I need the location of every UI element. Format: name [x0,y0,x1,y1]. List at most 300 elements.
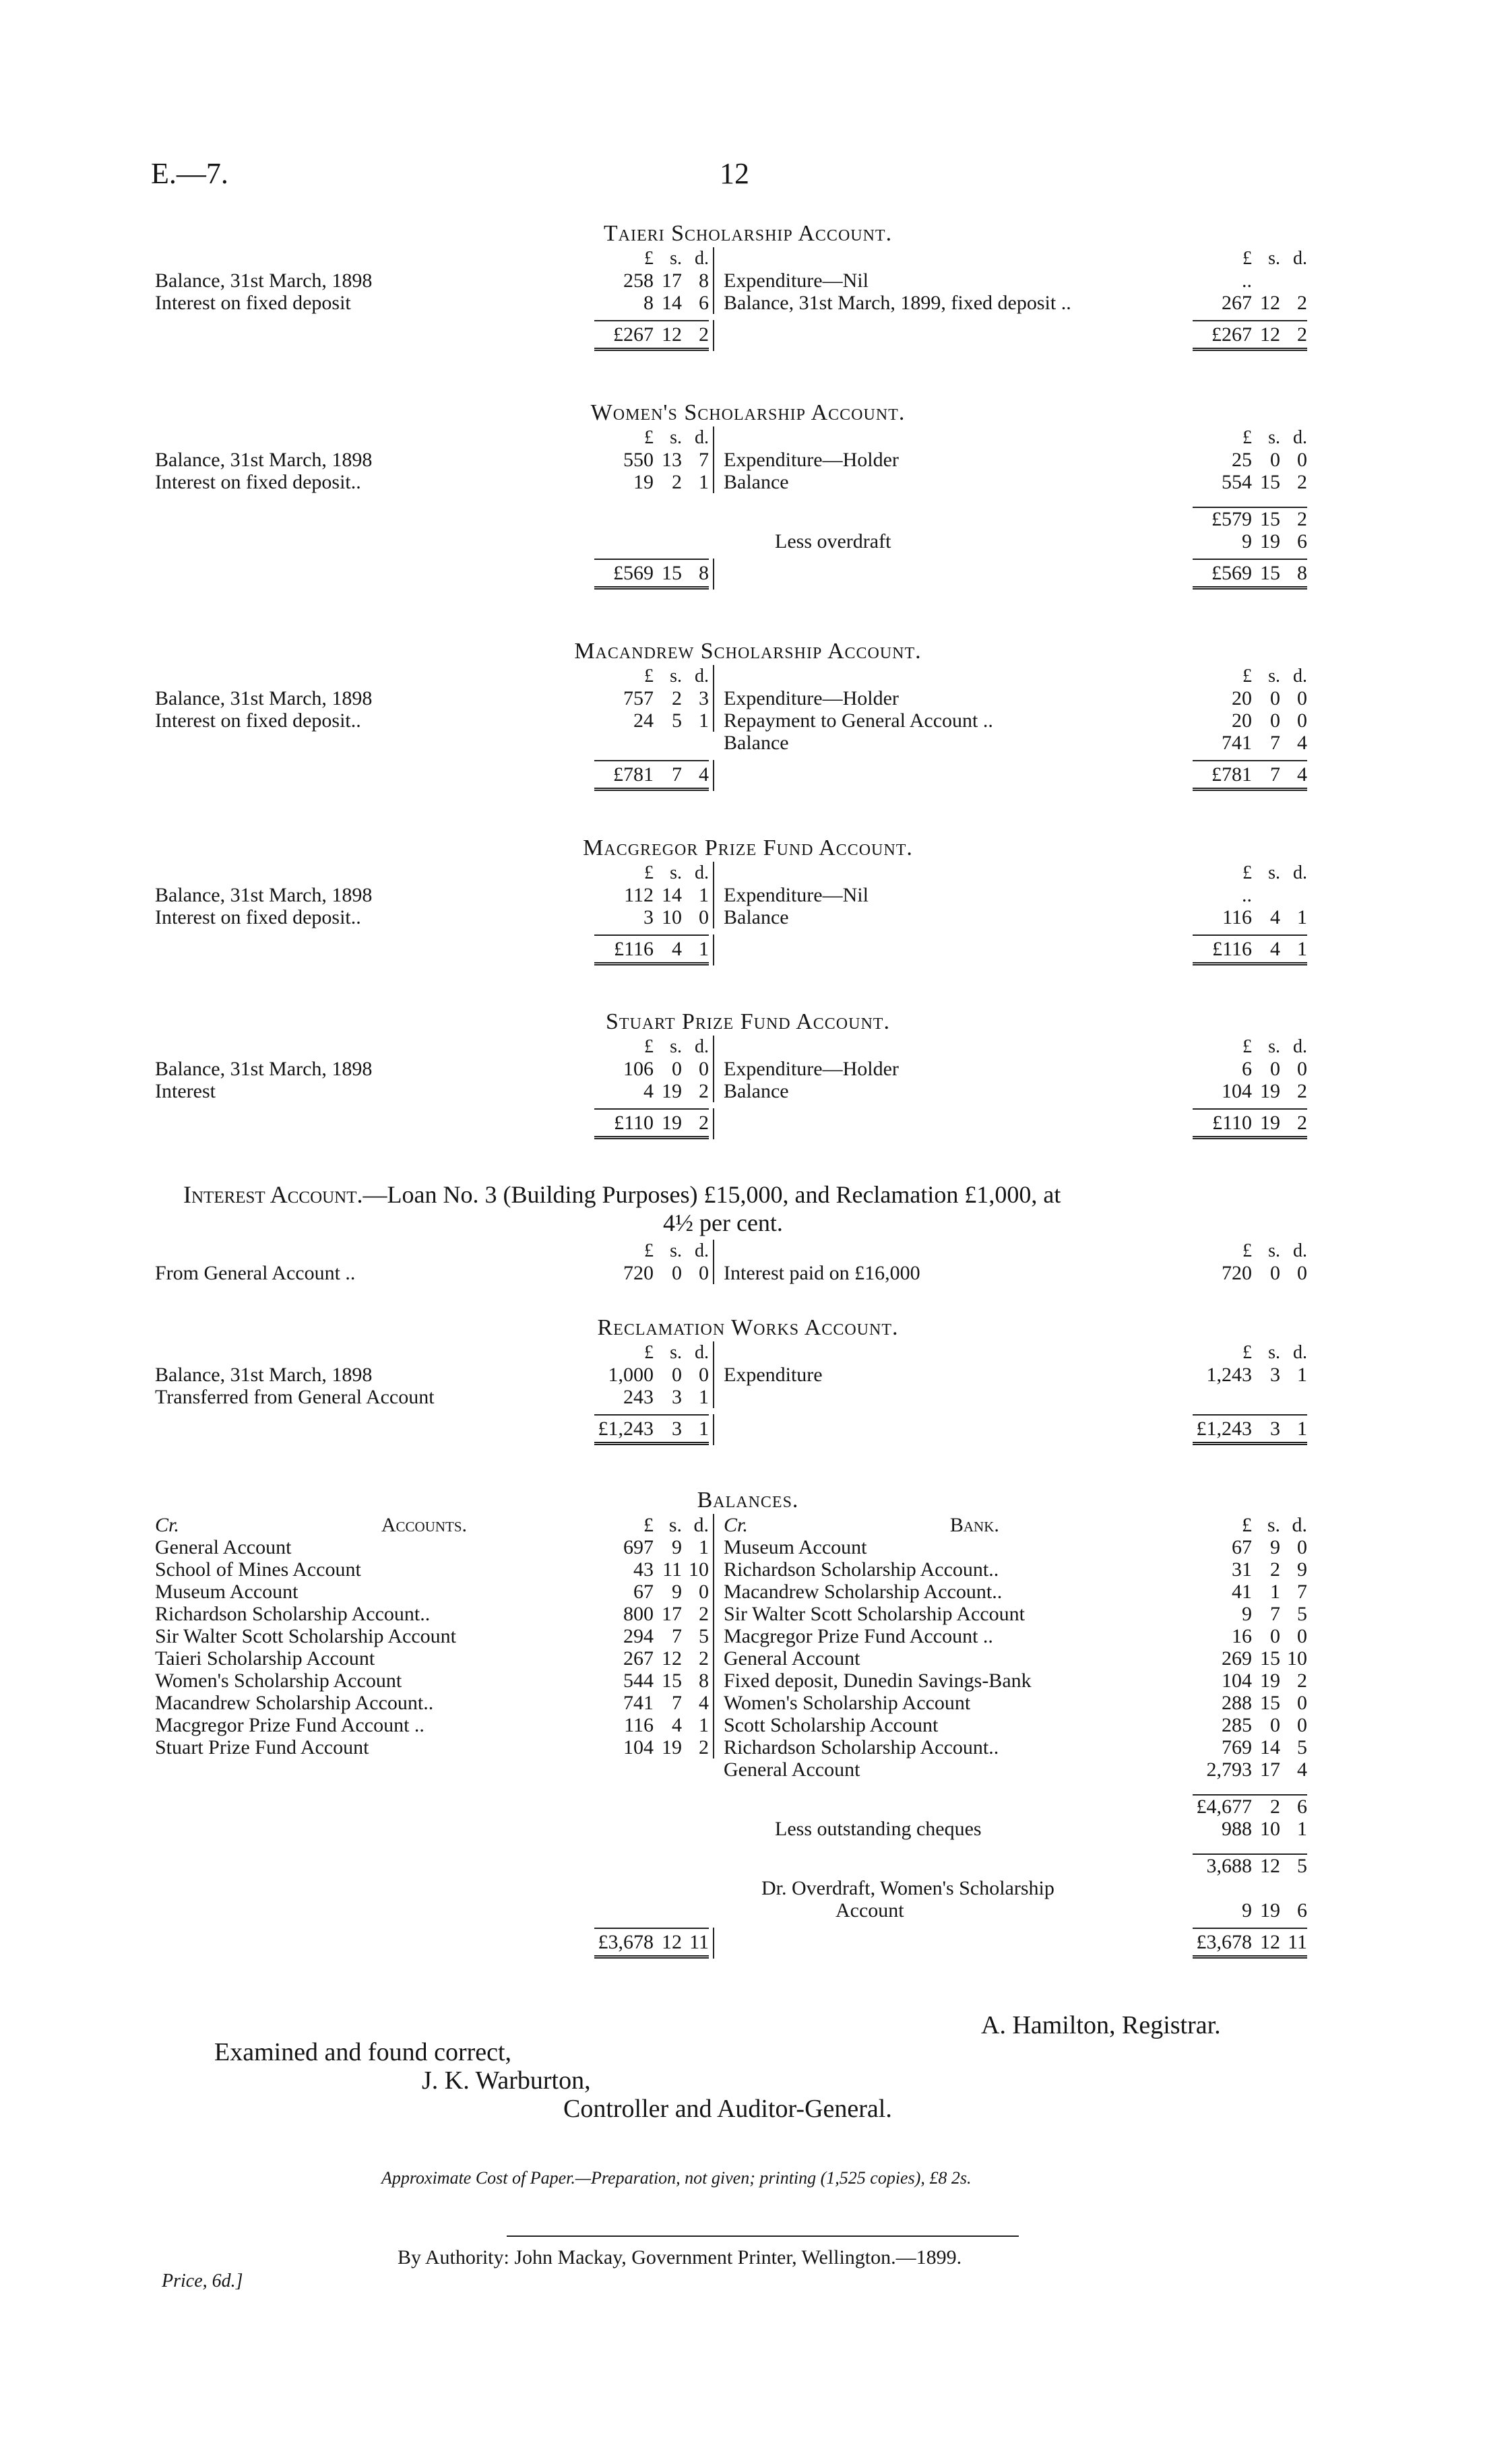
ledger-row [135,884,1361,906]
unit-label-pounds: £ [1242,862,1252,883]
entry-description: General Account [155,1536,292,1558]
entry-pounds: 800 [623,1603,654,1625]
entry-shillings: 4 [1270,938,1280,960]
entry-shillings: 19 [662,1080,682,1102]
currency-units-row [135,247,1361,269]
section-title: Taieri Scholarship Account. [603,221,893,246]
ledger-row [135,906,1361,928]
entry-pence: 1 [1297,1418,1307,1440]
entry-description: Museum Account [155,1581,298,1603]
entry-pounds: £267 [613,323,654,346]
entry-shillings: 3 [1270,1364,1280,1386]
entry-shillings: 12 [1260,1855,1280,1877]
unit-label-pence: d. [1293,1342,1307,1363]
balance-row [135,1714,1361,1736]
entry-pounds: 769 [1222,1736,1252,1758]
unit-label-shillings: s. [670,862,682,883]
entry-pounds: 258 [623,269,654,292]
entry-pence: 9 [1297,1558,1307,1581]
entry-shillings: 10 [662,906,682,928]
entry-pence: 2 [699,1080,709,1102]
entry-shillings: 12 [662,323,682,346]
unit-label-pounds: £ [643,1514,654,1536]
entry-pence: 1 [699,938,709,960]
total-row [135,1931,1361,1959]
entry-description: Expenditure—Nil [724,269,869,292]
ledger-row [135,732,1361,754]
unit-label-pence: d. [1292,1514,1307,1536]
unit-label-shillings: s. [1267,1514,1280,1536]
spacer-row [135,314,1361,329]
balances-column-heads [135,1514,1361,1536]
entry-description: Balance [724,471,789,493]
entry-shillings: 7 [672,763,682,786]
entry-pence: 2 [699,1647,709,1670]
balance-row [135,1647,1361,1670]
bank-head [714,1514,1179,1536]
entry-shillings: 4 [1270,906,1280,928]
entry-description: Less overdraft [775,530,891,552]
entry-pounds: 43 [633,1558,654,1581]
entry-description: Richardson Scholarship Account.. [155,1603,431,1625]
unit-label-pounds: £ [1242,248,1252,269]
subtotal-row [135,1796,1361,1818]
entry-description: Balance [724,1080,789,1102]
balance-row [135,1603,1361,1625]
entry-pence: 1 [699,709,709,732]
stuart-prize-fund-account [135,1011,1361,1139]
entry-pence [1280,884,1307,906]
entry-shillings [1252,269,1280,292]
unit-label-shillings: s. [1268,1036,1280,1057]
entry-description: Expenditure—Holder [724,687,899,709]
entry-description: Balance, 31st March, 1898 [155,884,373,906]
interest-title-lead: Interest Account. [183,1181,363,1208]
entry-pounds: 6 [1242,1058,1252,1080]
entry-shillings: 19 [1260,1080,1280,1102]
unit-label-pounds: £ [644,1036,654,1057]
entry-shillings: 17 [662,1603,682,1625]
entry-shillings: 17 [662,269,682,292]
entry-shillings: 2 [1270,1558,1280,1581]
entry-shillings: 19 [1260,1899,1280,1922]
entry-pounds: 116 [1222,906,1252,928]
entry-shillings: 19 [1260,530,1280,552]
entry-pounds: £1,243 [598,1418,654,1440]
entry-shillings: 5 [672,709,682,732]
entry-shillings: 11 [662,1558,682,1581]
section-title: Women's Scholarship Account. [590,400,906,425]
less-cheques-row [135,1818,1361,1840]
section-title: Reclamation Works Account. [597,1315,899,1340]
price: Price, 6d.] [162,2271,243,2291]
unit-label-pence: d. [695,1240,709,1261]
interest-account [135,1240,1361,1284]
macandrew-scholarship-account [135,640,1361,791]
entry-shillings: 12 [1260,292,1280,314]
entry-pounds: £110 [1212,1112,1252,1134]
entry-pence: 0 [1297,1692,1307,1714]
total-row [135,323,1361,351]
entry-pounds: 288 [1222,1692,1252,1714]
auditor-title: Controller and Auditor-General. [563,2095,892,2123]
entry-shillings: 3 [1270,1418,1280,1440]
entry-pence: 2 [1297,323,1307,346]
spacer-row [135,754,1361,769]
entry-pounds: £569 [1211,562,1252,584]
entry-description: Interest on fixed deposit [155,292,351,314]
entry-shillings: 15 [662,1670,682,1692]
spacer-row [135,493,1361,508]
entry-pence: 2 [699,323,709,346]
entry-pounds: 25 [1232,449,1252,471]
entry-shillings: 12 [1260,323,1280,346]
ledger-row [135,471,1361,493]
entry-pence: 0 [1297,1058,1307,1080]
entry-pence: 1 [1297,1818,1307,1840]
entry-pence: 5 [1297,1855,1307,1877]
unit-label-shillings: s. [668,1514,682,1536]
entry-pence: 2 [1297,508,1307,530]
entry-shillings: 0 [1270,1262,1280,1284]
entry-pence: 0 [1297,687,1307,709]
entry-pounds: £579 [1211,508,1252,530]
entry-description: From General Account .. [155,1262,356,1284]
entry-pounds: 285 [1222,1714,1252,1736]
entry-pounds: 757 [623,687,654,709]
cost-of-paper: Approximate Cost of Paper.—Preparation, not given; printing (1,525 copies), £8 2s. [381,2168,972,2188]
entry-pence: 11 [689,1931,709,1953]
entry-pounds: 1,000 [608,1364,654,1386]
entry-shillings: 15 [1260,562,1280,584]
entry-shillings: 7 [1270,732,1280,754]
balance-row [135,1625,1361,1647]
entry-description: Richardson Scholarship Account.. [724,1736,999,1758]
unit-label-pounds: £ [644,666,654,687]
unit-label-shillings: s. [670,248,682,269]
entry-pence: 0 [1297,709,1307,732]
unit-label-shillings: s. [670,1342,682,1363]
entry-pence: 2 [1297,292,1307,314]
entry-pounds: 9 [1242,530,1252,552]
currency-units-row [135,1341,1361,1364]
entry-shillings: 2 [672,471,682,493]
entry-shillings: 17 [1260,1758,1280,1781]
entry-pounds: 720 [623,1262,654,1284]
section-title: Stuart Prize Fund Account. [606,1009,890,1034]
unit-label-pence: d. [693,1514,709,1536]
total-row [135,938,1361,965]
entry-pounds: 116 [624,1714,654,1736]
ledger-row [135,292,1361,314]
unit-label-shillings: s. [1268,248,1280,269]
entry-pence: 5 [1297,1603,1307,1625]
subtotal-row [135,1855,1361,1877]
entry-pounds: 24 [633,709,654,732]
ledger-row [135,1262,1361,1284]
currency-units-row [135,665,1361,687]
page-number: 12 [720,157,749,190]
ledger-row [135,1080,1361,1102]
entry-pounds: 16 [1232,1625,1252,1647]
entry-shillings: 14 [662,292,682,314]
entry-shillings: 2 [1270,1796,1280,1818]
entry-pence: 7 [699,449,709,471]
entry-shillings: 7 [672,1692,682,1714]
entry-pounds: 106 [623,1058,654,1080]
entry-description: Richardson Scholarship Account.. [724,1558,999,1581]
entry-pence: 5 [699,1625,709,1647]
unit-label-pounds: £ [644,248,654,269]
entry-pounds: 544 [623,1670,654,1692]
balance-row [135,1670,1361,1692]
report-reference: E.—7. [151,157,228,190]
entry-description: School of Mines Account [155,1558,361,1581]
balances-statement [135,1489,1361,1959]
entry-description: Expenditure—Holder [724,449,899,471]
subtotal-row [135,508,1361,530]
entry-description: Expenditure [724,1364,823,1386]
entry-shillings: 0 [1270,1714,1280,1736]
entry-shillings: 0 [1270,687,1280,709]
entry-pounds: 243 [623,1386,654,1408]
entry-description: Fixed deposit, Dunedin Savings-Bank [724,1670,1032,1692]
spacer-row [135,1781,1361,1796]
entry-description: Balance, 31st March, 1899, fixed deposit .. [724,292,1071,314]
entry-description: Account [836,1899,904,1922]
unit-label-pounds: £ [1242,666,1252,687]
entry-pence: 0 [699,1581,709,1603]
footer-rule [507,2235,1019,2237]
unit-label-shillings: s. [670,1036,682,1057]
entry-description: Balance, 31st March, 1898 [155,1364,373,1386]
interest-title-line2: 4½ per cent. [663,1209,783,1236]
section-title: Balances. [697,1488,799,1513]
entry-pence: 1 [699,1386,709,1408]
entry-pence: 2 [1297,1080,1307,1102]
entry-pence: 4 [1297,763,1307,786]
entry-pounds: 554 [1222,471,1252,493]
overdraft-row-1 [135,1877,1361,1899]
registrar-signature [981,2010,1221,2040]
entry-pounds: 2,793 [1206,1758,1252,1781]
entry-description: General Account [724,1647,860,1670]
accounts-label: Accounts. [381,1514,468,1536]
entry-pence: 0 [1297,1714,1307,1736]
entry-pence: 4 [699,763,709,786]
entry-pounds: 41 [1232,1581,1252,1603]
entry-pounds: £781 [1211,763,1252,786]
entry-pounds: 8 [643,292,654,314]
entry-description: Stuart Prize Fund Account [155,1736,369,1758]
ledger-row [135,709,1361,732]
entry-shillings: 14 [1260,1736,1280,1758]
entry-shillings: 9 [672,1581,682,1603]
entry-pence: 8 [699,1670,709,1692]
unit-label-pounds: £ [1242,427,1252,448]
entry-pence: 0 [1297,1262,1307,1284]
unit-label-pence: d. [695,666,709,687]
balance-row [135,1736,1361,1758]
entry-pence: 6 [1297,530,1307,552]
entry-shillings: 3 [672,1386,682,1408]
entry-pence: 8 [699,562,709,584]
balance-row [135,1758,1361,1781]
entry-pence: 6 [1297,1796,1307,1818]
entry-description: Less outstanding cheques [775,1818,982,1840]
total-row [135,1112,1361,1139]
entry-pounds: 3,688 [1206,1855,1252,1877]
spacer-row [135,1408,1361,1423]
balance-row [135,1581,1361,1603]
entry-pence: 8 [699,269,709,292]
entry-pounds: £3,678 [598,1931,654,1953]
entry-shillings: 0 [672,1058,682,1080]
entry-pounds: £110 [614,1112,654,1134]
entry-pence: 0 [1297,1625,1307,1647]
entry-description: Interest on fixed deposit.. [155,709,361,732]
entry-shillings: 12 [662,1647,682,1670]
spacer-row [135,1840,1361,1855]
unit-label-shillings: s. [1268,666,1280,687]
entry-shillings: 12 [1260,1931,1280,1953]
entry-pence: 0 [1297,449,1307,471]
unit-label-shillings: s. [1268,862,1280,883]
entry-pence: 11 [1288,1931,1307,1953]
unit-label-pounds: £ [644,862,654,883]
entry-pence: 8 [1297,562,1307,584]
unit-label-pence: d. [695,1036,709,1057]
entry-description: Interest [155,1080,216,1102]
ledger-row [135,1364,1361,1386]
overdraft-row-2 [135,1899,1361,1922]
entry-pence: 10 [689,1558,709,1581]
entry-pounds: 9 [1242,1603,1252,1625]
entry-pounds: 104 [1222,1080,1252,1102]
spacer-row [135,1922,1361,1936]
spacer-row [135,1102,1361,1117]
entry-pence: 7 [1297,1581,1307,1603]
entry-pence: 4 [1297,732,1307,754]
total-row [135,1418,1361,1445]
entry-description: Macandrew Scholarship Account.. [724,1581,1003,1603]
entry-shillings: 4 [672,938,682,960]
entry-pence: 1 [699,884,709,906]
entry-description: Interest paid on £16,000 [724,1262,920,1284]
section-title: Macgregor Prize Fund Account. [583,835,913,860]
unit-label-shillings: s. [670,666,682,687]
less-overdraft-row [135,530,1361,552]
unit-label-shillings: s. [1268,1240,1280,1261]
balance-row [135,1692,1361,1714]
entry-description: Dr. Overdraft, Women's Scholarship [761,1877,1054,1899]
unit-label-pence: d. [1293,1240,1307,1261]
entry-description: Sir Walter Scott Scholarship Account [724,1603,1025,1625]
entry-shillings: 19 [1260,1112,1280,1134]
entry-description: Expenditure—Holder [724,1058,899,1080]
entry-shillings: 0 [672,1262,682,1284]
entry-description: Taieri Scholarship Account [155,1647,375,1670]
unit-label-pence: d. [1293,862,1307,883]
entry-pounds: 104 [623,1736,654,1758]
currency-units-row [135,426,1361,449]
entry-shillings: 13 [662,449,682,471]
currency-units-row [135,1036,1361,1058]
entry-pounds: 550 [623,449,654,471]
entry-pounds: 269 [1222,1647,1252,1670]
entry-pounds: £3,678 [1196,1931,1252,1953]
unit-label-shillings: s. [670,427,682,448]
entry-pence: 2 [699,1736,709,1758]
entry-pence: 1 [699,1418,709,1440]
balance-row [135,1558,1361,1581]
entry-pence: 2 [1297,1112,1307,1134]
womens-scholarship-account [135,402,1361,590]
entry-shillings: 7 [1270,1603,1280,1625]
entry-pounds: 67 [633,1581,654,1603]
entry-pounds: 988 [1222,1818,1252,1840]
entry-pounds: 741 [1222,732,1252,754]
entry-pence: 0 [699,906,709,928]
entry-shillings: 15 [1260,508,1280,530]
taieri-scholarship-account [135,222,1361,351]
entry-shillings: 1 [1270,1581,1280,1603]
spacer-row [135,928,1361,943]
entry-pence: 1 [699,1714,709,1736]
entry-shillings: 12 [662,1931,682,1953]
entry-shillings: 0 [1270,709,1280,732]
entry-description: Macandrew Scholarship Account.. [155,1692,434,1714]
entry-description: Expenditure—Nil [724,884,869,906]
unit-label-pence: d. [1293,1036,1307,1057]
entry-shillings: 10 [1260,1818,1280,1840]
entry-pence: 2 [699,1603,709,1625]
entry-description: Interest on fixed deposit.. [155,906,361,928]
interest-account-title [183,1180,1342,1237]
entry-pounds: £4,677 [1196,1796,1252,1818]
ledger-row [135,687,1361,709]
entry-pence: 10 [1287,1647,1307,1670]
entry-description: Balance [724,906,789,928]
entry-pounds: 1,243 [1206,1364,1252,1386]
accounts-head [155,1514,553,1536]
entry-pence: 2 [1297,1670,1307,1692]
entry-description: Balance, 31st March, 1898 [155,269,373,292]
entry-description: Interest on fixed deposit.. [155,471,361,493]
entry-shillings: 2 [672,687,682,709]
entry-pence: 2 [699,1112,709,1134]
entry-shillings: 7 [1270,763,1280,786]
cr-label: Cr. [155,1514,179,1536]
auditor-name: J. K. Warburton, [422,2066,591,2095]
entry-pence: 0 [1297,1536,1307,1558]
entry-shillings: 15 [662,562,682,584]
entry-pence: 4 [1297,1758,1307,1781]
entry-pounds: 741 [623,1692,654,1714]
entry-pounds: £116 [1212,938,1252,960]
entry-description: Repayment to General Account .. [724,709,993,732]
total-row [135,763,1361,791]
entry-pence: 4 [699,1692,709,1714]
printer-authority: By Authority: John Mackay, Government Printer, Wellington.—1899. [398,2246,962,2268]
unit-label-pence: d. [1293,427,1307,448]
entry-shillings: 0 [1270,449,1280,471]
entry-pounds: 697 [623,1536,654,1558]
unit-label-shillings: s. [1268,427,1280,448]
unit-label-shillings: s. [670,1240,682,1261]
unit-label-pence: d. [1293,666,1307,687]
entry-pounds: .. [1242,884,1252,906]
